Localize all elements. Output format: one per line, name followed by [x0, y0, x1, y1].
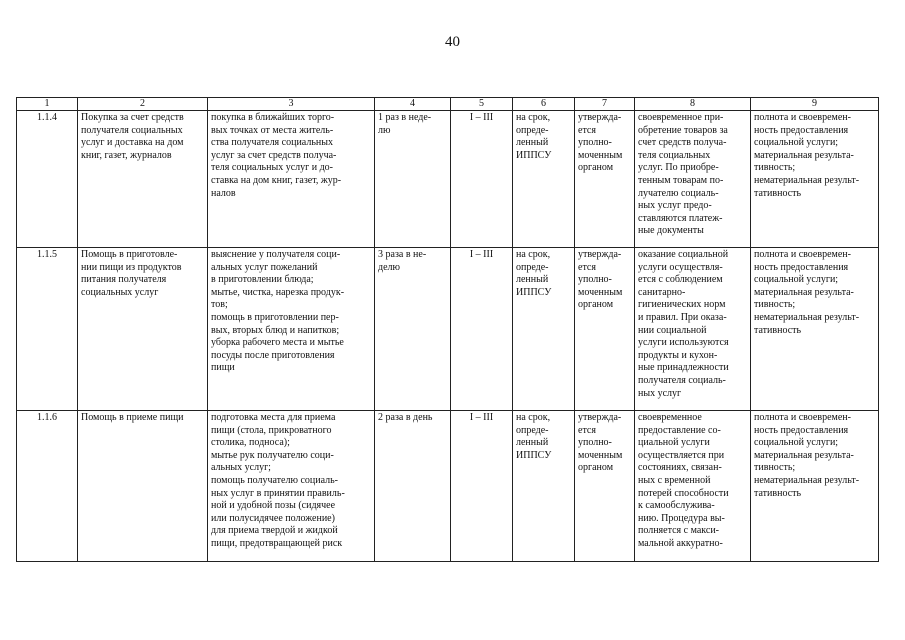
text-line: ставляются платеж-	[638, 212, 723, 224]
text-line: нии пищи из продуктов	[81, 261, 182, 273]
cell-service-name	[78, 111, 208, 248]
text-line: материальная результа-	[754, 149, 854, 161]
text-line: осуществляется при	[638, 449, 725, 461]
text-line: опреде-	[516, 124, 549, 136]
text-line: продукты и кухон-	[638, 349, 718, 361]
text-line: или полусидячее положение)	[211, 512, 335, 524]
text-line: тивность;	[754, 462, 796, 474]
text-line: мальной аккуратно-	[638, 537, 723, 549]
text-line: лучателю социаль-	[638, 187, 719, 199]
text-line: альных услуг пожеланий	[211, 261, 318, 273]
text-line: книг, газет, журналов	[81, 149, 172, 161]
text-line: оказание социальной	[638, 249, 729, 260]
column-header: 1	[17, 98, 78, 111]
text-line: ленный	[516, 137, 549, 149]
text-line: уполно-	[578, 437, 612, 449]
text-line: полняется с макси-	[638, 525, 719, 537]
page-number: 40	[445, 34, 460, 50]
cell-quality-indicators	[751, 111, 879, 248]
text-line: ставка на дом книг, газет, жур-	[211, 174, 342, 186]
text-line: нии социальной	[638, 324, 707, 336]
text-line: теля социальных услуг и до-	[211, 162, 333, 174]
text-line: в приготовлении блюда;	[211, 274, 314, 286]
text-line: услуги осуществля-	[638, 261, 723, 273]
table-body	[17, 111, 879, 562]
text-line: услуг и доставка на дом	[81, 137, 184, 149]
text-line: полнота и своевремен-	[754, 412, 851, 423]
text-line: утвержда-	[578, 412, 622, 423]
text-line: моченным	[578, 449, 623, 461]
text-line: уполно-	[578, 137, 612, 149]
text-line: вых точках от места житель-	[211, 124, 334, 136]
table-row	[17, 411, 879, 562]
text-line: нию. Процедура вы-	[638, 512, 725, 524]
text-line: альных услуг;	[211, 462, 271, 474]
text-line: тивность;	[754, 299, 796, 311]
text-line: органом	[578, 299, 614, 311]
text-line: органом	[578, 462, 614, 474]
cell-recipient-groups: I – III	[451, 411, 513, 562]
text-line: моченным	[578, 149, 623, 161]
cell-service-name	[78, 248, 208, 411]
text-line: опреде-	[516, 424, 549, 436]
text-line: состояниях, связан-	[638, 462, 722, 474]
text-line: ется	[578, 261, 596, 273]
cell-tariff	[575, 411, 635, 562]
cell-recipient-groups: I – III	[451, 248, 513, 411]
header-row	[17, 98, 879, 111]
text-line: уполно-	[578, 274, 612, 286]
cell-service-name	[78, 411, 208, 562]
text-line: полнота и своевремен-	[754, 249, 851, 260]
text-line: ность предоставления	[754, 424, 849, 436]
cell-tariff	[575, 248, 635, 411]
cell-volume	[375, 411, 451, 562]
table-row	[17, 248, 879, 411]
column-header: 5	[451, 98, 513, 111]
text-line: услуг за счет средств получа-	[211, 149, 337, 161]
text-line: пищи, предотвращающей риск	[211, 537, 343, 549]
text-line: гигиенических норм	[638, 299, 726, 311]
text-line: Помощь в приготовле-	[81, 249, 178, 260]
text-line: подготовка места для приема	[211, 412, 336, 423]
cell-service-content	[208, 411, 375, 562]
text-line: санитарно-	[638, 286, 686, 298]
text-line: для приема твердой и жидкой	[211, 525, 338, 537]
text-line: ность предоставления	[754, 261, 849, 273]
text-line: услуги используются	[638, 337, 729, 349]
text-line: питания получателя	[81, 274, 167, 286]
text-line: к самообслужива-	[638, 500, 715, 512]
text-line: органом	[578, 162, 614, 174]
text-line: социальных услуг	[81, 286, 159, 298]
text-line: материальная результа-	[754, 449, 854, 461]
cell-term	[513, 111, 575, 248]
text-line: тенным товарам по-	[638, 174, 724, 186]
text-line: нематериальная результ-	[754, 311, 860, 323]
text-line: ИППСУ	[516, 286, 552, 298]
text-line: ленный	[516, 274, 549, 286]
text-line: услуг. По приобре-	[638, 162, 719, 174]
column-header: 8	[635, 98, 751, 111]
cell-number: 1.1.5	[17, 248, 78, 411]
text-line: 1 раз в неде-	[378, 112, 432, 123]
text-line: потерей способности	[638, 487, 729, 499]
text-line: тативность	[754, 487, 802, 499]
text-line: ные документы	[638, 225, 704, 237]
cell-tariff	[575, 111, 635, 248]
text-line: ные принадлежности	[638, 362, 729, 374]
text-line: утвержда-	[578, 112, 622, 123]
text-line: ленный	[516, 437, 549, 449]
text-line: помощь в приготовлении пер-	[211, 311, 339, 323]
text-line: пищи	[211, 362, 235, 374]
text-line: ется с соблюдением	[638, 274, 723, 286]
page-bottom-margin	[0, 574, 905, 640]
text-line: ИППСУ	[516, 449, 552, 461]
cell-conditions	[635, 111, 751, 248]
text-line: и правил. При оказа-	[638, 311, 727, 323]
text-line: обретение товаров за	[638, 124, 728, 136]
cell-term	[513, 248, 575, 411]
cell-number: 1.1.4	[17, 111, 78, 248]
text-line: опреде-	[516, 261, 549, 273]
text-line: выяснение у получателя соци-	[211, 249, 341, 260]
text-line: ется	[578, 424, 596, 436]
text-line: на срок,	[516, 249, 551, 260]
column-header: 4	[375, 98, 451, 111]
text-line: тов;	[211, 299, 228, 311]
text-line: посуды после приготовления	[211, 349, 335, 361]
cell-service-content	[208, 111, 375, 248]
cell-conditions	[635, 411, 751, 562]
text-line: ных услуг в принятии правиль-	[211, 487, 345, 499]
text-line: ных услуг предо-	[638, 200, 712, 212]
text-line: материальная результа-	[754, 286, 854, 298]
text-line: получателя социальных	[81, 124, 183, 136]
cell-volume	[375, 248, 451, 411]
cell-volume	[375, 111, 451, 248]
text-line: мытье рук получателю соци-	[211, 449, 334, 461]
cell-recipient-groups: I – III	[451, 111, 513, 248]
text-line: полнота и своевремен-	[754, 112, 851, 123]
text-line: получателя социаль-	[638, 374, 726, 386]
column-header: 7	[575, 98, 635, 111]
text-line: социальной услуги;	[754, 437, 839, 449]
text-line: столика, подноса);	[211, 437, 290, 449]
text-line: мытье, чистка, нарезка продук-	[211, 286, 345, 298]
text-line: делю	[378, 261, 400, 273]
text-line: на срок,	[516, 412, 551, 423]
services-table	[16, 97, 879, 562]
text-line: утвержда-	[578, 249, 622, 260]
text-line: теля социальных	[638, 149, 711, 161]
column-header: 9	[751, 98, 879, 111]
text-line: помощь получателю социаль-	[211, 474, 338, 486]
text-line: пищи (стола, прикроватного	[211, 424, 332, 436]
text-line: ных услуг	[638, 387, 682, 399]
text-line: ность предоставления	[754, 124, 849, 136]
text-line: социальной услуги;	[754, 137, 839, 149]
cell-number: 1.1.6	[17, 411, 78, 562]
text-line: ется	[578, 124, 596, 136]
cell-term	[513, 411, 575, 562]
column-header: 2	[78, 98, 208, 111]
text-line: счет средств получа-	[638, 137, 727, 149]
text-line: уборка рабочего места и мытье	[211, 337, 344, 349]
text-line: на срок,	[516, 112, 551, 123]
text-line: Помощь в приеме пищи	[81, 412, 184, 423]
text-line: нематериальная результ-	[754, 174, 860, 186]
text-line: своевременное	[638, 412, 702, 423]
cell-quality-indicators	[751, 248, 879, 411]
table-row	[17, 111, 879, 248]
text-line: налов	[211, 187, 236, 199]
text-line: ной и удобной позы (сидячее	[211, 500, 336, 512]
text-line: социальной услуги;	[754, 274, 839, 286]
column-header: 3	[208, 98, 375, 111]
text-line: своевременное при-	[638, 112, 724, 123]
text-line: моченным	[578, 286, 623, 298]
cell-conditions	[635, 248, 751, 411]
text-line: нематериальная результ-	[754, 474, 860, 486]
text-line: 3 раза в не-	[378, 249, 427, 260]
text-line: предоставление со-	[638, 424, 721, 436]
text-line: 2 раза в день	[378, 412, 433, 423]
text-line: ства получателя социальных	[211, 137, 333, 149]
cell-quality-indicators	[751, 411, 879, 562]
text-line: вых, вторых блюд и напитков;	[211, 324, 340, 336]
text-line: тативность	[754, 187, 802, 199]
text-line: тивность;	[754, 162, 796, 174]
text-line: ИППСУ	[516, 149, 552, 161]
text-line: циальной услуги	[638, 437, 710, 449]
column-header: 6	[513, 98, 575, 111]
text-line: Покупка за счет средств	[81, 112, 184, 123]
text-line: тативность	[754, 324, 802, 336]
cell-service-content	[208, 248, 375, 411]
text-line: покупка в ближайших торго-	[211, 112, 335, 123]
text-line: лю	[378, 124, 391, 136]
text-line: ных с временной	[638, 474, 711, 486]
